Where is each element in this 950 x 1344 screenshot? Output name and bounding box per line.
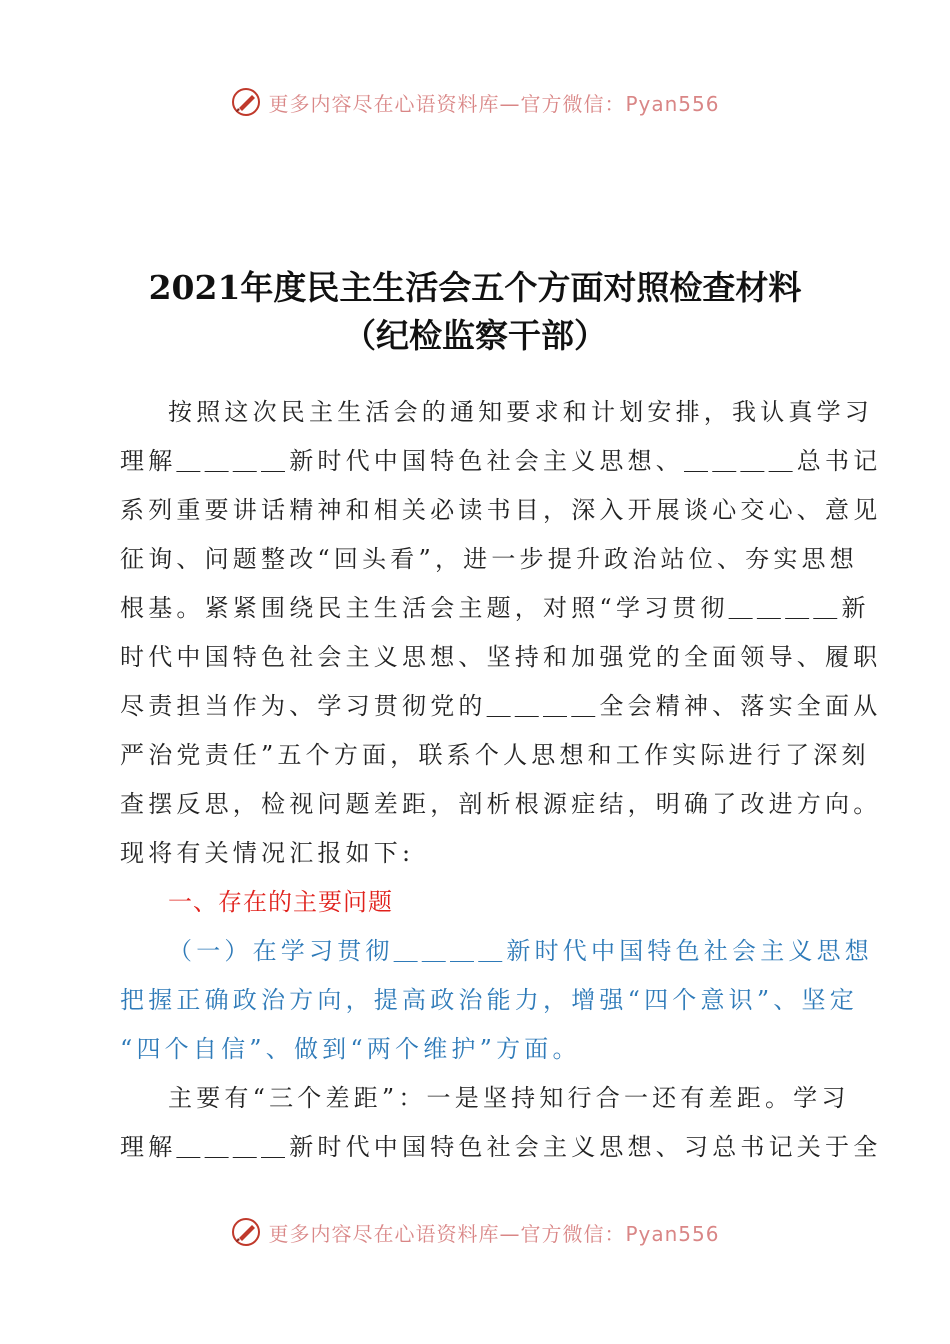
watermark-bottom — [0, 1212, 950, 1252]
body-line: 主要有“三个差距”：一是坚持知行合一还有差距。学习 — [168, 1084, 850, 1112]
subsection-heading-cont: 把握正确政治方向，提高政治能力，增强“四个意识”、坚定 — [120, 986, 858, 1014]
watermark-text: 更多内容尽在心语资料库—官方微信：Pyan556 — [268, 91, 720, 116]
body-line: 系列重要讲话精神和相关必读书目，深入开展谈心交心、意见 — [120, 496, 882, 524]
section-heading: 一、存在的主要问题 — [168, 888, 393, 916]
pen-logo-icon — [230, 86, 262, 118]
document-subtitle: （纪检监察干部） — [343, 316, 607, 355]
subsection-heading-cont: “四个自信”、做到“两个维护”方面。 — [120, 1035, 581, 1063]
watermark-top — [0, 82, 950, 122]
body-line: 时代中国特色社会主义思想、坚持和加强党的全面领导、履职 — [120, 643, 882, 671]
body-line: 根基。紧紧围绕民主生活会主题，对照“学习贯彻＿＿＿＿新 — [120, 594, 870, 622]
body-line: 征询、问题整改“回头看”，进一步提升政治站位、夯实思想 — [120, 545, 858, 573]
watermark-text: 更多内容尽在心语资料库—官方微信：Pyan556 — [268, 1221, 720, 1246]
document-body — [120, 388, 882, 1172]
body-line: 理解＿＿＿＿新时代中国特色社会主义思想、＿＿＿＿总书记 — [120, 447, 882, 475]
document-title: 2021年度民主生活会五个方面对照检查材料 — [148, 268, 802, 307]
body-line: 现将有关情况汇报如下: — [120, 839, 415, 867]
body-line: 理解＿＿＿＿新时代中国特色社会主义思想、习总书记关于全 — [120, 1133, 882, 1161]
body-line: 按照这次民主生活会的通知要求和计划安排，我认真学习 — [168, 398, 873, 426]
body-line: 查摆反思，检视问题差距，剖析根源症结，明确了改进方向。 — [120, 790, 882, 818]
body-line: 严治党责任”五个方面，联系个人思想和工作实际进行了深刻 — [120, 741, 870, 769]
subsection-heading: （一）在学习贯彻＿＿＿＿新时代中国特色社会主义思想 — [168, 937, 873, 965]
pen-logo-icon — [230, 1216, 262, 1248]
body-line: 尽责担当作为、学习贯彻党的＿＿＿＿全会精神、落实全面从 — [120, 692, 882, 720]
